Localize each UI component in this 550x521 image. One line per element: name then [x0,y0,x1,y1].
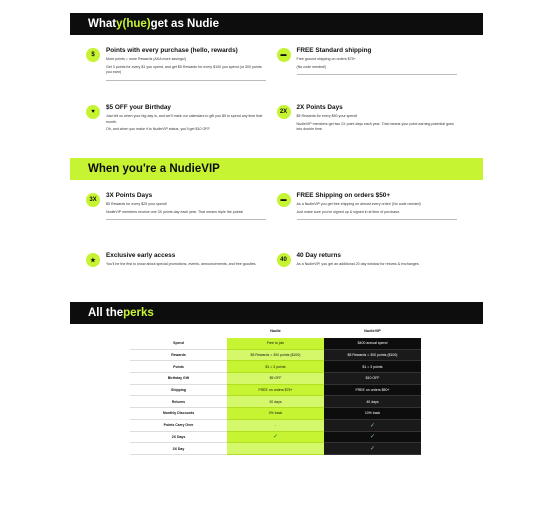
table-cell-vip: 10% back [324,408,421,420]
header-text: When you're a NudieVIP [88,163,220,175]
header-text: All the [88,307,124,319]
checkmark-icon: ✓ [369,446,376,453]
benefit-description: (No code needed!) [296,64,327,69]
benefit-description: As a NudieVIP you get free shipping on almost every order! (No code needed) [296,202,421,206]
section-header-nudie [70,13,483,35]
benefit-title: 2X Points Days [296,104,343,111]
40-icon: 40 [277,253,291,267]
table-cell-label: Spend [130,338,227,349]
benefit-item [277,192,468,252]
table-row [130,431,421,443]
benefit-item [86,192,277,252]
table-cell-label: 3X Day [130,443,227,455]
table-cell-nudie: - [227,419,324,431]
table-cell-label: Monthly Discounts [130,408,227,420]
perks-table-column-headers [227,324,483,338]
benefit-item [277,252,468,302]
table-cell-nudie: $5 Rewards = 300 points ($100) [227,349,324,361]
perks-table [130,338,421,455]
table-cell-label: Rewards [130,349,227,361]
benefit-description: As a NudieVIP, you get an additional 20 day window for returns & exchanges. [296,262,420,267]
section-header-vip [70,158,483,180]
benefit-description: Just make sure you've signed up & signed in at time of purchase. [296,209,401,214]
nudie-benefits-grid [70,35,483,158]
column-header-nudie: Nudie [270,329,281,333]
header-highlight: y(hue) [116,18,151,30]
benefit-description: More points = more Rewards (AKA more savings!) [106,57,186,61]
benefit-item [86,104,277,158]
benefit-description: Just tell us when your big day is, and we'll mark our calendars to gift you $5 to spend any time that month. [106,114,263,124]
checkmark-icon: ✓ [369,434,376,441]
table-cell-nudie: 0% back [227,408,324,420]
benefit-title: FREE Shipping on orders $50+ [296,192,391,199]
benefit-title: $5 OFF your Birthday [106,104,171,111]
benefit-description: NudieVIP members receive one 3X points day each year. That means triple the points! [106,209,244,214]
divider [297,219,457,220]
star-icon: ★ [86,253,100,267]
3X-icon: 3X [86,193,100,207]
benefit-title: FREE Standard shipping [296,47,372,54]
benefit-item [86,47,277,104]
benefit-description: $5 Rewards for every $25 your spend! [106,202,167,206]
table-cell-nudie: FREE on orders $75+ [227,384,324,396]
table-cell-nudie: $1 = 3 points [227,361,324,373]
column-header-vip: NudieVIP [364,329,381,333]
table-cell-vip: $400 annual spend [324,338,421,349]
table-row [130,373,421,385]
table-cell-vip: $10 OFF [324,373,421,385]
header-highlight: perks [123,307,154,319]
benefit-description: Free ground shipping on orders $75+ [296,57,356,61]
table-cell-nudie: $5 OFF [227,373,324,385]
table-row [130,361,421,373]
benefit-description: NudieVIP members get two 2X point days each year. That means your point-earning potential goes into double time. [296,121,454,132]
table-row [130,349,421,361]
2X-icon: 2X [277,105,291,119]
table-cell-vip: $5 Rewards = 300 points ($100) [324,349,421,361]
table-cell-nudie: Free to join [227,338,324,349]
benefit-item [277,104,468,158]
$-icon: $ [86,48,100,62]
table-cell-vip: 40 days [324,396,421,408]
checkmark-icon: ✓ [369,422,376,429]
divider [106,219,266,220]
truck-icon: ▬ [277,193,291,207]
table-row [130,408,421,420]
truck-icon: ▬ [277,48,291,62]
section-header-perks [70,302,483,324]
benefit-title: Points with every purchase (hello, rewards) [106,47,238,54]
table-cell-nudie [227,443,324,455]
header-text: get as Nudie [150,18,219,30]
table-row [130,443,421,455]
benefit-description: Get 3 points for every $1 you spend, and get $5 Rewards for every $100 you spend (or 300 points you earn) [106,64,262,75]
table-cell-label: Returns [130,396,227,408]
table-cell-label: 2X Days [130,431,227,443]
table-cell-vip [324,443,421,455]
table-cell-label: Points Carry Over [130,419,227,431]
table-cell-nudie: 20 days [227,396,324,408]
table-cell-vip: FREE on orders $50+ [324,384,421,396]
checkmark-icon: ✓ [272,434,279,441]
divider [297,74,457,75]
benefit-description: You'll be the first to know about special promotions, events, announcements, and free goodies. [106,262,257,267]
divider [106,80,266,81]
table-cell-vip [324,419,421,431]
benefit-title: 40 Day returns [296,252,341,260]
table-cell-label: Points [130,361,227,373]
vip-benefits-grid [70,180,483,302]
perks-page [70,13,483,511]
table-row [130,419,421,431]
table-row [130,384,421,396]
benefit-item [86,252,277,302]
benefit-description: $5 Rewards for every $50 your spend! [296,114,358,118]
benefit-description: Oh, and when you make it to NudieVIP status, you'll get $10 OFF. [106,127,211,132]
table-cell-vip: $1 = 3 points [324,361,421,373]
table-cell-label: Birthday Gift [130,373,227,385]
benefit-title: 3X Points Days [106,192,153,199]
table-cell-vip [324,431,421,443]
table-cell-label: Shipping [130,384,227,396]
table-row [130,396,421,408]
table-row [130,338,421,349]
benefit-item [277,47,468,104]
table-cell-nudie [227,431,324,443]
benefit-title: Exclusive early access [106,252,176,260]
gift-icon: ♥ [86,105,100,119]
header-text: What [88,18,117,30]
